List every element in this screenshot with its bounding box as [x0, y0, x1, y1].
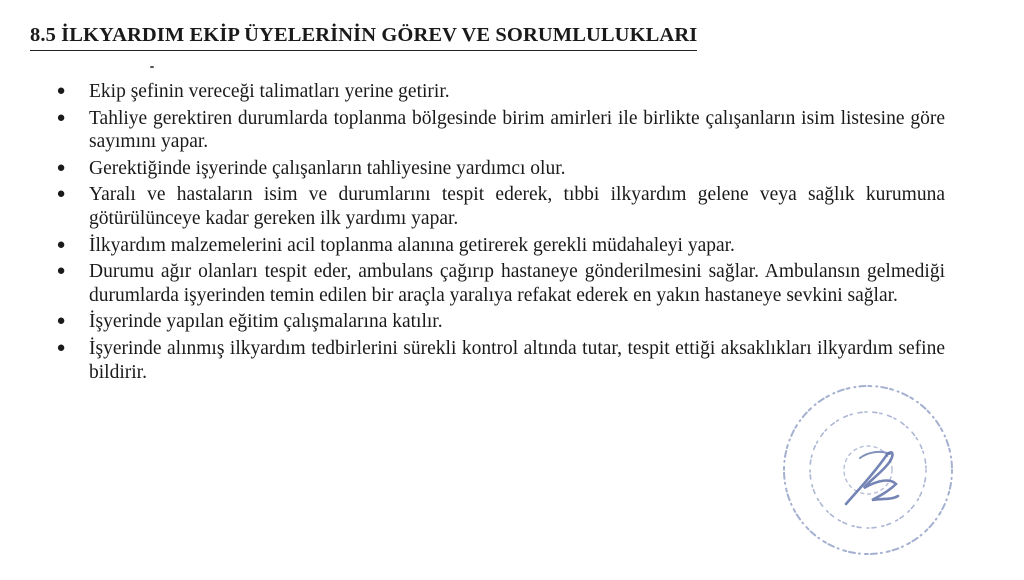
bullet-icon: ●	[56, 339, 66, 356]
list-item	[55, 157, 945, 181]
bullet-icon: ●	[56, 313, 66, 330]
list-item	[55, 80, 945, 104]
list-item-text: İşyerinde yapılan eğitim çalışmalarına katılır.	[89, 311, 443, 333]
official-stamp-icon	[768, 372, 973, 562]
list-item-text: Gerektiğinde işyerinde çalışanların tahliyesine yardımcı olur.	[89, 157, 566, 179]
list-item-text: İşyerinde alınmış ilkyardım tedbirlerini sürekli kontrol altında tutar, tespit ettiği aksaklıkları ilkyardım sefine bildirir.	[89, 337, 945, 383]
list-item	[55, 107, 945, 154]
bullet-icon: ●	[56, 186, 66, 203]
bullet-icon: ●	[56, 263, 66, 280]
signature-flourish	[860, 452, 890, 458]
bullet-icon: ●	[56, 83, 66, 99]
stray-ink-mark	[150, 66, 154, 68]
list-item-text: İlkyardım malzemelerini acil toplanma alanına getirerek gerekli müdahaleyi yapar.	[89, 234, 735, 256]
list-item	[55, 260, 945, 307]
stamp-outer-ring	[784, 386, 952, 554]
list-item	[55, 234, 945, 258]
list-item-text: Durumu ağır olanları tespit eder, ambulans çağırıp hastaneye gönderilmesini sağlar. Ambulansın gelmediği durumlarda işyerinden temin edilen bir araçla yaralıya refakat ederek en yakın hastaneye sevkini sağlar.	[89, 261, 945, 306]
stamp-center-ring	[844, 446, 892, 494]
bullet-icon: ●	[56, 236, 66, 253]
bullet-icon: ●	[56, 159, 66, 176]
list-item-text: Tahliye gerektiren durumlarda toplanma bölgesinde birim amirleri ile birlikte çalışanların isim listesine göre sayımını yapar.	[89, 107, 945, 153]
responsibility-list	[55, 80, 945, 387]
list-item	[55, 183, 945, 230]
list-item-text: Ekip şefinin vereceği talimatları yerine getirir.	[89, 81, 450, 102]
list-item	[55, 310, 945, 334]
stamp-inner-ring	[810, 412, 926, 528]
signature-mark	[846, 452, 898, 504]
bullet-icon: ●	[56, 109, 66, 126]
list-item	[55, 337, 945, 384]
section-heading: 8.5 İLKYARDIM EKİP ÜYELERİNİN GÖREV VE SORUMLULUKLARI	[30, 24, 697, 51]
list-item-text: Yaralı ve hastaların isim ve durumlarını tespit ederek, tıbbi ilkyardım gelene veya sağlık kurumuna götürülünceye kadar gereken ilk yardımı yapar.	[89, 184, 945, 229]
